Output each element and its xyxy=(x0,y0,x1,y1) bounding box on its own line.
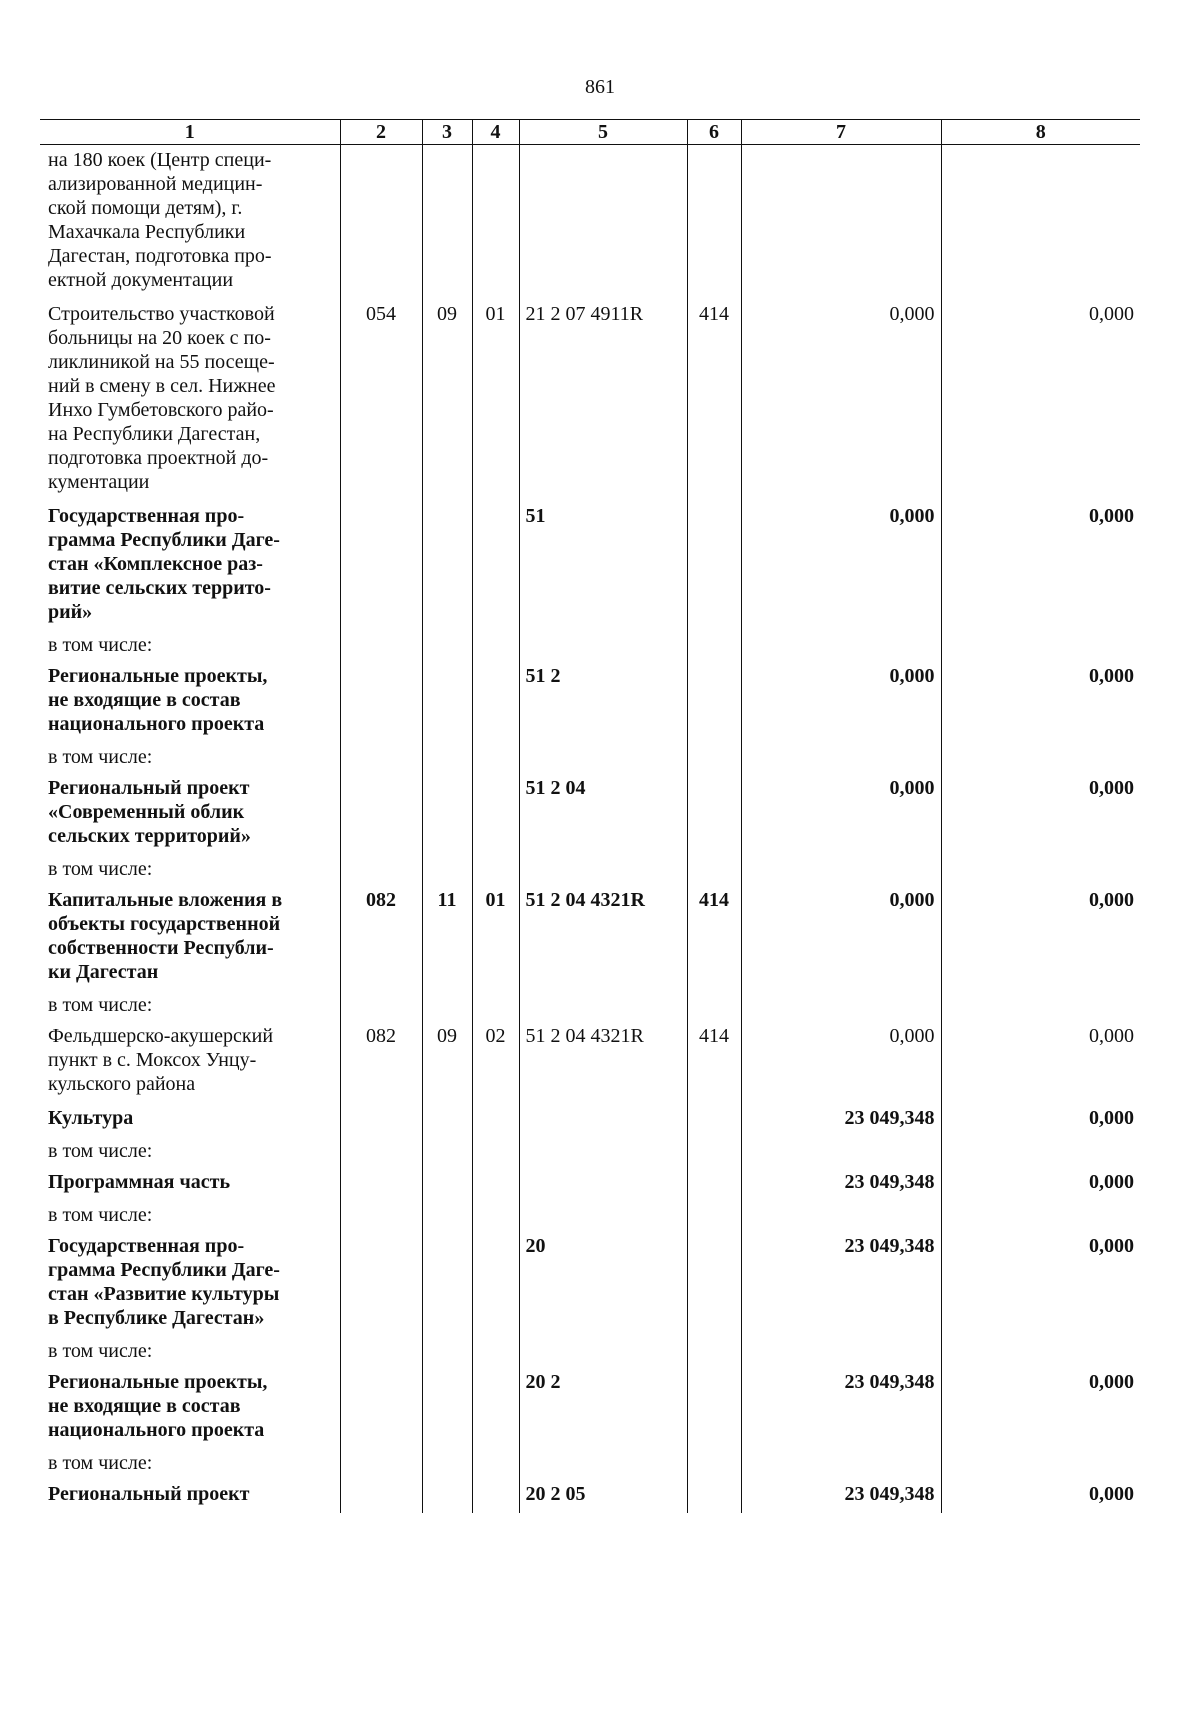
table-header-row xyxy=(40,120,1140,145)
admin-code-cell: 082 xyxy=(340,885,422,991)
target-article-cell xyxy=(519,743,687,773)
target-article-cell xyxy=(519,1137,687,1167)
target-article-cell xyxy=(519,1201,687,1231)
amount-year-2-cell: 0,000 xyxy=(941,1367,1140,1449)
row-name-cell: в том числе: xyxy=(48,746,153,768)
row-name-cell: Региональный проект xyxy=(48,1483,250,1505)
table-row xyxy=(40,1449,1140,1479)
table-row xyxy=(40,1021,1140,1103)
section-code-cell xyxy=(422,1231,472,1337)
subsection-code-cell xyxy=(472,145,519,300)
section-code-cell xyxy=(422,1137,472,1167)
admin-code-cell xyxy=(340,1137,422,1167)
table-row xyxy=(40,743,1140,773)
target-article-cell: 20 2 xyxy=(519,1367,687,1449)
amount-year-2-cell: 0,000 xyxy=(941,1021,1140,1103)
admin-code-cell xyxy=(340,1337,422,1367)
subsection-code-cell xyxy=(472,743,519,773)
row-name-cell: в том числе: xyxy=(48,1204,153,1226)
expense-type-cell: 414 xyxy=(687,885,741,991)
target-article-cell: 51 2 04 xyxy=(519,773,687,855)
page-number: 861 xyxy=(585,76,615,98)
expense-type-cell xyxy=(687,631,741,661)
subsection-code-cell xyxy=(472,1449,519,1479)
admin-code-cell: 054 xyxy=(340,299,422,501)
table-row xyxy=(40,1137,1140,1167)
amount-year-1-cell xyxy=(741,855,941,885)
table-row xyxy=(40,773,1140,855)
row-name-cell: Государственная про- грамма Республики Даге- стан «Развитие культуры в Республике Дагестан» xyxy=(48,1235,280,1329)
expense-type-cell xyxy=(687,773,741,855)
admin-code-cell xyxy=(340,1367,422,1449)
column-header-8: 8 xyxy=(941,120,1140,145)
column-header-6: 6 xyxy=(687,120,741,145)
amount-year-1-cell xyxy=(741,1337,941,1367)
admin-code-cell xyxy=(340,631,422,661)
expense-type-cell xyxy=(687,1201,741,1231)
row-name-cell: Государственная про- грамма Республики Даге- стан «Комплексное раз- витие сельских террито- рий» xyxy=(48,505,280,623)
expense-type-cell xyxy=(687,855,741,885)
subsection-code-cell xyxy=(472,1479,519,1513)
expense-type-cell xyxy=(687,501,741,631)
section-code-cell xyxy=(422,991,472,1021)
section-code-cell xyxy=(422,1449,472,1479)
amount-year-1-cell: 0,000 xyxy=(741,661,941,743)
target-article-cell xyxy=(519,145,687,300)
amount-year-1-cell: 23 049,348 xyxy=(741,1231,941,1337)
amount-year-2-cell xyxy=(941,631,1140,661)
budget-table xyxy=(40,119,1140,1513)
amount-year-2-cell: 0,000 xyxy=(941,1479,1140,1513)
target-article-cell xyxy=(519,631,687,661)
subsection-code-cell xyxy=(472,1137,519,1167)
amount-year-1-cell: 23 049,348 xyxy=(741,1103,941,1137)
target-article-cell: 21 2 07 4911R xyxy=(519,299,687,501)
amount-year-1-cell xyxy=(741,145,941,300)
amount-year-2-cell: 0,000 xyxy=(941,773,1140,855)
subsection-code-cell xyxy=(472,1103,519,1137)
row-name-cell: в том числе: xyxy=(48,1340,153,1362)
target-article-cell xyxy=(519,1103,687,1137)
subsection-code-cell xyxy=(472,1231,519,1337)
expense-type-cell xyxy=(687,1367,741,1449)
table-row xyxy=(40,145,1140,300)
amount-year-2-cell xyxy=(941,991,1140,1021)
amount-year-1-cell xyxy=(741,1449,941,1479)
admin-code-cell xyxy=(340,991,422,1021)
table-row xyxy=(40,299,1140,501)
section-code-cell xyxy=(422,661,472,743)
table-row xyxy=(40,855,1140,885)
expense-type-cell xyxy=(687,145,741,300)
target-article-cell: 51 2 04 4321R xyxy=(519,885,687,991)
subsection-code-cell xyxy=(472,773,519,855)
amount-year-2-cell: 0,000 xyxy=(941,1167,1140,1201)
admin-code-cell xyxy=(340,773,422,855)
amount-year-1-cell xyxy=(741,991,941,1021)
expense-type-cell xyxy=(687,1137,741,1167)
subsection-code-cell xyxy=(472,501,519,631)
target-article-cell: 51 2 04 4321R xyxy=(519,1021,687,1103)
expense-type-cell xyxy=(687,1337,741,1367)
section-code-cell xyxy=(422,1367,472,1449)
amount-year-2-cell: 0,000 xyxy=(941,885,1140,991)
table-row xyxy=(40,1103,1140,1137)
admin-code-cell xyxy=(340,1201,422,1231)
admin-code-cell xyxy=(340,1479,422,1513)
amount-year-2-cell: 0,000 xyxy=(941,501,1140,631)
subsection-code-cell: 01 xyxy=(472,299,519,501)
section-code-cell xyxy=(422,1201,472,1231)
table-row xyxy=(40,991,1140,1021)
subsection-code-cell xyxy=(472,1367,519,1449)
admin-code-cell xyxy=(340,1103,422,1137)
subsection-code-cell xyxy=(472,855,519,885)
amount-year-2-cell xyxy=(941,1337,1140,1367)
row-name-cell: Культура xyxy=(48,1107,134,1129)
amount-year-2-cell xyxy=(941,855,1140,885)
amount-year-2-cell xyxy=(941,145,1140,300)
amount-year-2-cell: 0,000 xyxy=(941,661,1140,743)
section-code-cell xyxy=(422,1479,472,1513)
admin-code-cell xyxy=(340,1231,422,1337)
subsection-code-cell: 01 xyxy=(472,885,519,991)
amount-year-1-cell xyxy=(741,1137,941,1167)
row-name-cell: в том числе: xyxy=(48,994,153,1016)
admin-code-cell xyxy=(340,1449,422,1479)
section-code-cell xyxy=(422,743,472,773)
table-row xyxy=(40,1337,1140,1367)
table-row xyxy=(40,1231,1140,1337)
table-row xyxy=(40,631,1140,661)
expense-type-cell xyxy=(687,661,741,743)
section-code-cell xyxy=(422,1337,472,1367)
section-code-cell xyxy=(422,773,472,855)
target-article-cell xyxy=(519,855,687,885)
row-name-cell: в том числе: xyxy=(48,634,153,656)
amount-year-2-cell xyxy=(941,743,1140,773)
amount-year-1-cell: 0,000 xyxy=(741,773,941,855)
section-code-cell: 09 xyxy=(422,1021,472,1103)
amount-year-2-cell xyxy=(941,1201,1140,1231)
expense-type-cell xyxy=(687,1167,741,1201)
row-name-cell: в том числе: xyxy=(48,1140,153,1162)
target-article-cell xyxy=(519,1167,687,1201)
column-header-5: 5 xyxy=(519,120,687,145)
expense-type-cell xyxy=(687,1479,741,1513)
section-code-cell xyxy=(422,631,472,661)
target-article-cell: 20 xyxy=(519,1231,687,1337)
section-code-cell xyxy=(422,855,472,885)
subsection-code-cell xyxy=(472,661,519,743)
table-row xyxy=(40,1201,1140,1231)
subsection-code-cell: 02 xyxy=(472,1021,519,1103)
amount-year-1-cell: 0,000 xyxy=(741,1021,941,1103)
row-name-cell: Капитальные вложения в объекты государственной собственности Республи- ки Дагестан xyxy=(48,889,283,983)
column-header-2: 2 xyxy=(340,120,422,145)
section-code-cell: 09 xyxy=(422,299,472,501)
admin-code-cell xyxy=(340,1167,422,1201)
amount-year-2-cell xyxy=(941,1449,1140,1479)
column-header-4: 4 xyxy=(472,120,519,145)
row-name-cell: Программная часть xyxy=(48,1171,231,1193)
amount-year-1-cell xyxy=(741,1201,941,1231)
admin-code-cell: 082 xyxy=(340,1021,422,1103)
target-article-cell xyxy=(519,1337,687,1367)
expense-type-cell xyxy=(687,743,741,773)
admin-code-cell xyxy=(340,855,422,885)
amount-year-2-cell: 0,000 xyxy=(941,1231,1140,1337)
expense-type-cell xyxy=(687,1449,741,1479)
expense-type-cell: 414 xyxy=(687,299,741,501)
section-code-cell: 11 xyxy=(422,885,472,991)
column-header-1: 1 xyxy=(40,120,340,145)
subsection-code-cell xyxy=(472,991,519,1021)
target-article-cell: 51 xyxy=(519,501,687,631)
amount-year-1-cell xyxy=(741,631,941,661)
target-article-cell: 20 2 05 xyxy=(519,1479,687,1513)
table-row xyxy=(40,1479,1140,1513)
admin-code-cell xyxy=(340,501,422,631)
table-row xyxy=(40,1167,1140,1201)
column-header-7: 7 xyxy=(741,120,941,145)
table-row xyxy=(40,1367,1140,1449)
admin-code-cell xyxy=(340,743,422,773)
admin-code-cell xyxy=(340,145,422,300)
subsection-code-cell xyxy=(472,1167,519,1201)
amount-year-1-cell: 23 049,348 xyxy=(741,1167,941,1201)
expense-type-cell: 414 xyxy=(687,1021,741,1103)
table-row xyxy=(40,661,1140,743)
table-body xyxy=(40,145,1140,1514)
row-name-cell: в том числе: xyxy=(48,858,153,880)
section-code-cell xyxy=(422,145,472,300)
expense-type-cell xyxy=(687,1231,741,1337)
row-name-cell: в том числе: xyxy=(48,1452,153,1474)
section-code-cell xyxy=(422,501,472,631)
expense-type-cell xyxy=(687,1103,741,1137)
table-row xyxy=(40,885,1140,991)
subsection-code-cell xyxy=(472,1337,519,1367)
subsection-code-cell xyxy=(472,1201,519,1231)
row-name-cell: Региональные проекты, не входящие в состав национального проекта xyxy=(48,665,268,735)
amount-year-1-cell: 0,000 xyxy=(741,885,941,991)
amount-year-1-cell xyxy=(741,743,941,773)
section-code-cell xyxy=(422,1167,472,1201)
amount-year-1-cell: 0,000 xyxy=(741,299,941,501)
row-name-cell: Региональные проекты, не входящие в состав национального проекта xyxy=(48,1371,268,1441)
subsection-code-cell xyxy=(472,631,519,661)
column-header-3: 3 xyxy=(422,120,472,145)
amount-year-2-cell: 0,000 xyxy=(941,299,1140,501)
target-article-cell: 51 2 xyxy=(519,661,687,743)
amount-year-1-cell: 0,000 xyxy=(741,501,941,631)
amount-year-1-cell: 23 049,348 xyxy=(741,1479,941,1513)
expense-type-cell xyxy=(687,991,741,1021)
row-name-cell: Фельдшерско-акушерский пункт в с. Моксох Унцу- кульского района xyxy=(48,1025,274,1095)
amount-year-2-cell xyxy=(941,1137,1140,1167)
table-row xyxy=(40,501,1140,631)
row-name-cell: на 180 коек (Центр специ- ализированной медицин- ской помощи детям), г. Махачкала Республики Дагестан, подготовка про- ектной документации xyxy=(48,149,272,291)
section-code-cell xyxy=(422,1103,472,1137)
target-article-cell xyxy=(519,991,687,1021)
row-name-cell: Региональный проект «Современный облик сельских территорий» xyxy=(48,777,251,847)
admin-code-cell xyxy=(340,661,422,743)
amount-year-1-cell: 23 049,348 xyxy=(741,1367,941,1449)
row-name-cell: Строительство участковой больницы на 20 коек с по- ликлиникой на 55 посеще- ний в смену в сел. Нижнее Инхо Гумбетовского райо- на Республики Дагестан, подготовка проектной до- кументации xyxy=(48,303,276,493)
amount-year-2-cell: 0,000 xyxy=(941,1103,1140,1137)
target-article-cell xyxy=(519,1449,687,1479)
